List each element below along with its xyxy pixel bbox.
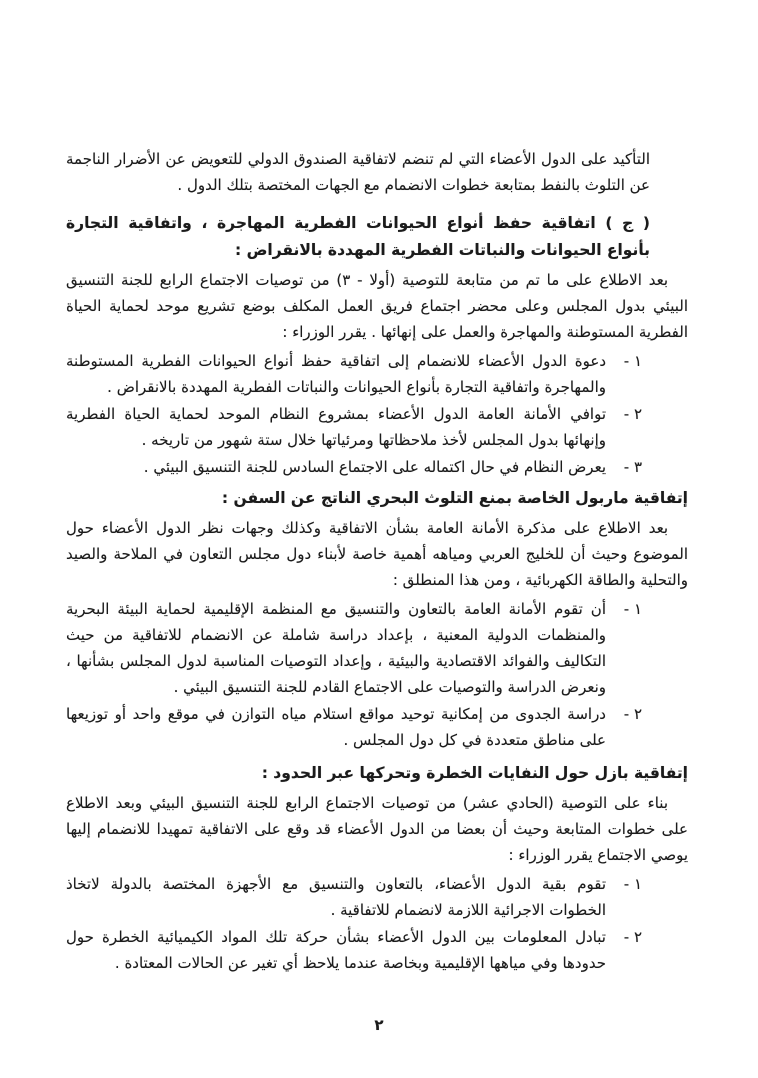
- item-text: يعرض النظام في حال اكتماله على الاجتماع السادس للجنة التنسيق البيئي .: [143, 458, 606, 476]
- section-marpol-intro: بعد الاطلاع على مذكرة الأمانة العامة بشأن الاتفاقية وكذلك وجهات نظر الدول الأعضاء حول الموضوع وحيث أن للخليج العربي ومياهه أهمية خاصة لأبناء دول مجلس التعاون في الملاحة والصيد والتحلية والطاقة الكهربائية ، ومن هذا المنطلق :: [66, 519, 688, 589]
- list-item: [66, 871, 642, 923]
- section-basel-intro: بناء على التوصية (الحادي عشر) من توصيات الاجتماع الرابع للجنة التنسيق البيئي وبعد الاطلاع على خطوات المتابعة وحيث أن بعضا من الدول الأعضاء قد وقع على الاتفاقية تمهيدا للانضمام إليها يوصي الاجتماع يقرر الوزراء :: [66, 794, 688, 864]
- list-item: [66, 924, 642, 976]
- page-number: ٢: [374, 1016, 384, 1034]
- item-number: ١ -: [623, 352, 642, 370]
- list-item: [66, 348, 642, 400]
- item-number: ٢ -: [623, 705, 642, 723]
- section-basel-heading: إتفاقية بازل حول النفايات الخطرة وتحركها عبر الحدود :: [261, 764, 688, 782]
- item-number: ١ -: [623, 875, 642, 893]
- item-text: دراسة الجدوى من إمكانية توحيد مواقع استلام مياه التوازن في موقع واحد أو توزيعها على مناطق متعددة في كل دول المجلس .: [66, 705, 606, 749]
- item-text: أن تقوم الأمانة العامة بالتعاون والتنسيق مع المنظمة الإقليمية لحماية البيئة البحرية والمنظمات الدولية المعنية ، بإعداد دراسة شاملة عن الانضمام للاتفاقية من حيث التكاليف والفوائد الاقتصادية والبيئية ، وإعداد التوصيات المناسبة لدول المجلس بشأنها ، ونعرض الدراسة والتوصيات على الاجتماع القادم للجنة التنسيق البيئي .: [66, 600, 606, 696]
- list-item: [66, 701, 642, 753]
- list-item: [66, 401, 642, 453]
- section-marpol-heading: إتفاقية ماربول الخاصة بمنع التلوث البحري الناتج عن السفن :: [221, 489, 688, 507]
- document-body: [66, 146, 688, 977]
- item-text: دعوة الدول الأعضاء للانضمام إلى اتفاقية حفظ أنواع الحيوانات الفطرية المستوطنة والمهاجرة واتفاقية التجارة بأنواع الحيوانات والنباتات الفطرية المهددة بالانقراض .: [66, 352, 606, 396]
- carryover-paragraph: التأكيد على الدول الأعضاء التي لم تنضم لاتفاقية الصندوق الدولي للتعويض عن الأضرار الناجمة عن التلوث بالنفط بمتابعة خطوات الانضمام مع الجهات المختصة بتلك الدول .: [66, 150, 650, 194]
- section-basel-list: [66, 871, 688, 976]
- section-marpol-list: [66, 596, 688, 753]
- section-c-heading: ( ج ) اتفاقية حفظ أنواع الحيوانات الفطرية المهاجرة ، واتفاقية التجارة بأنواع الحيوانات والنباتات الفطرية المهددة بالانقراض :: [66, 214, 650, 259]
- item-number: ٢ -: [623, 928, 642, 946]
- item-number: ١ -: [623, 600, 642, 618]
- item-number: ٢ -: [623, 405, 642, 423]
- item-text: توافي الأمانة العامة الدول الأعضاء بمشروع النظام الموحد لحماية الحياة الفطرية وإنهائها بدول المجلس لأخذ ملاحظاتها ومرئياتها خلال ستة شهور من تاريخه .: [66, 405, 606, 449]
- section-c-list: [66, 348, 688, 480]
- item-number: ٣ -: [623, 458, 642, 476]
- list-item: [66, 454, 642, 480]
- list-item: [66, 596, 642, 700]
- section-c-intro: بعد الاطلاع على ما تم من متابعة للتوصية (أولا - ٣) من توصيات الاجتماع الرابع للجنة التنسيق البيئي بدول المجلس وعلى محضر اجتماع فريق العمل المكلف بوضع تشريع موحد لحماية الحياة الفطرية المستوطنة والمهاجرة والعمل على إنهائها . يقرر الوزراء :: [66, 271, 688, 341]
- item-text: تبادل المعلومات بين الدول الأعضاء بشأن حركة تلك المواد الكيميائية الخطرة حول حدودها وفي مياهها الإقليمية وبخاصة عندما يلاحظ أي تغير عن الحالات المعتادة .: [66, 928, 606, 972]
- item-text: تقوم بقية الدول الأعضاء، بالتعاون والتنسيق مع الأجهزة المختصة بالدولة لاتخاذ الخطوات الاجرائية اللازمة لانضمام للاتفاقية .: [66, 875, 606, 919]
